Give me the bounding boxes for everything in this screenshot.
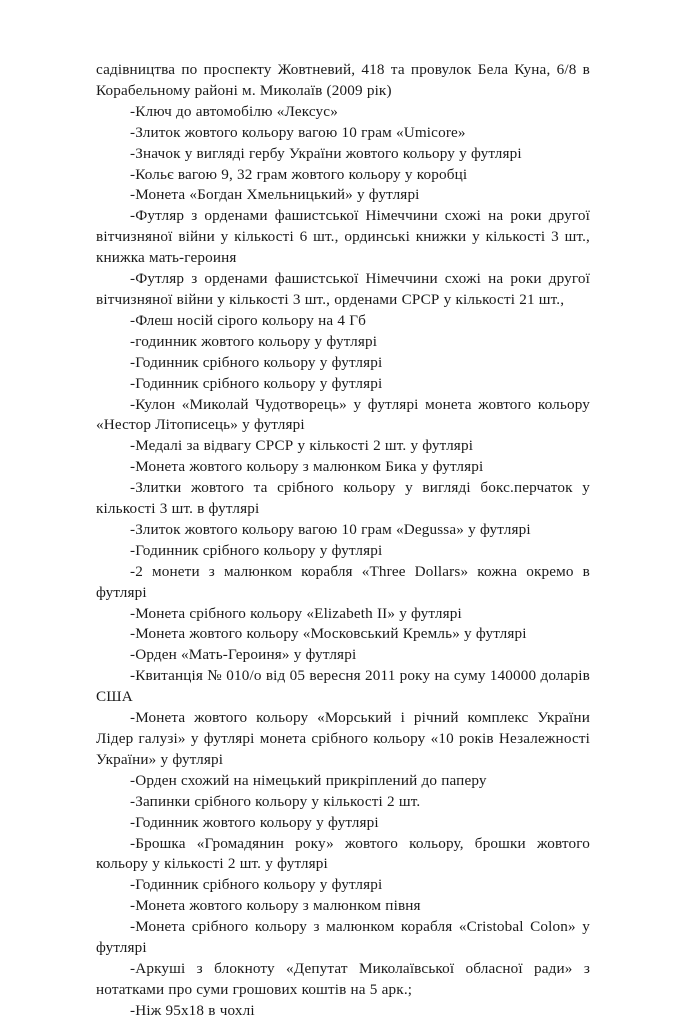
document-paragraph: -Злитки жовтого та срібного кольору у вигляді бокс.перчаток у кількості 3 шт. в футлярі — [96, 479, 590, 518]
document-paragraph: -Ключ до автомобілю «Лексус» — [130, 102, 338, 120]
document-paragraph: -Монета срібного кольору з малюнком корабля «Cristobal Colon» у футлярі — [96, 918, 590, 957]
document-paragraph: -Запинки срібного кольору у кількості 2 шт. — [130, 792, 421, 810]
document-paragraph: -Брошка «Громадянин року» жовтого кольору, брошки жовтого кольору у кількості 2 шт. у футлярі — [96, 834, 590, 873]
document-paragraph: -Годинник срібного кольору у футлярі — [130, 374, 383, 392]
document-paragraph: -Значок у вигляді гербу України жовтого кольору у футлярі — [130, 144, 522, 162]
document-paragraph: -Медалі за відвагу СРСР у кількості 2 шт. у футлярі — [130, 437, 474, 455]
document-paragraph: -Монета жовтого кольору з малюнком півня — [130, 897, 421, 915]
document-paragraph: -Ніж 95х18 в чохлі — [130, 1001, 255, 1019]
document-paragraph: -Злиток жовтого кольору вагою 10 грам «Umicore» — [130, 123, 466, 141]
document-paragraph: -Годинник срібного кольору у футлярі — [130, 876, 383, 894]
document-paragraph: -Кулон «Миколай Чудотворець» у футлярі монета жовтого кольору «Нестор Літописець» у футлярі — [96, 395, 590, 434]
document-paragraph: -Футляр з орденами фашистської Німеччини схожі на роки другої вітчизняної війни у кількості 6 шт., ординські книжки у кількості 3 шт., книжка мать-героиня — [96, 207, 590, 267]
document-paragraph: -Монета жовтого кольору з малюнком Бика у футлярі — [130, 458, 484, 476]
document-paragraph: -Монета срібного кольору «Elizabeth II» у футлярі — [130, 604, 462, 622]
document-paragraph: -Орден «Мать-Героиня» у футлярі — [130, 646, 357, 664]
document-paragraph: -Годинник жовтого кольору у футлярі — [130, 813, 379, 831]
document-paragraph: -Флеш носій сірого кольору на 4 Гб — [130, 311, 367, 329]
document-paragraph: -годинник жовтого кольору у футлярі — [130, 332, 378, 350]
document-paragraph: -Кольє вагою 9, 32 грам жовтого кольору у коробці — [130, 165, 468, 183]
document-paragraph: -Орден схожий на німецький прикріплений до паперу — [130, 771, 487, 789]
document-paragraph: -2 монети з малюнком корабля «Three Dollars» кожна окремо в футлярі — [96, 562, 590, 601]
document-paragraph: -Годинник срібного кольору у футлярі — [130, 353, 383, 371]
document-text-column — [96, 60, 590, 1022]
document-paragraph: садівництва по проспекту Жовтневий, 418 та провулок Бела Куна, 6/8 в Корабельному районі м. Миколаїв (2009 рік) — [96, 61, 590, 99]
document-paragraph: -Годинник срібного кольору у футлярі — [130, 541, 383, 559]
document-paragraph: -Футляр з орденами фашистської Німеччини схожі на роки другої вітчизняної війни у кількості 3 шт., орденами СРСР у кількості 21 шт., — [96, 270, 590, 308]
document-paragraph: -Монета «Богдан Хмельницький» у футлярі — [130, 186, 420, 204]
document-paragraph: -Аркуші з блокноту «Депутат Миколаївської обласної ради» з нотатками про суми грошових коштів на 5 арк.; — [96, 959, 590, 998]
document-paragraph: -Злиток жовтого кольору вагою 10 грам «Degussa» у футлярі — [130, 520, 531, 538]
document-paragraph: -Монета жовтого кольору «Морський і річний комплекс України Лідер галузі» у футлярі монета срібного кольору «10 років Незалежності України» у футлярі — [96, 709, 590, 768]
document-paragraph: -Монета жовтого кольору «Московський Кремль» у футлярі — [130, 625, 527, 643]
document-paragraph: -Квитанція № 010/о від 05 вересня 2011 року на суму 140000 доларів США — [96, 667, 590, 706]
